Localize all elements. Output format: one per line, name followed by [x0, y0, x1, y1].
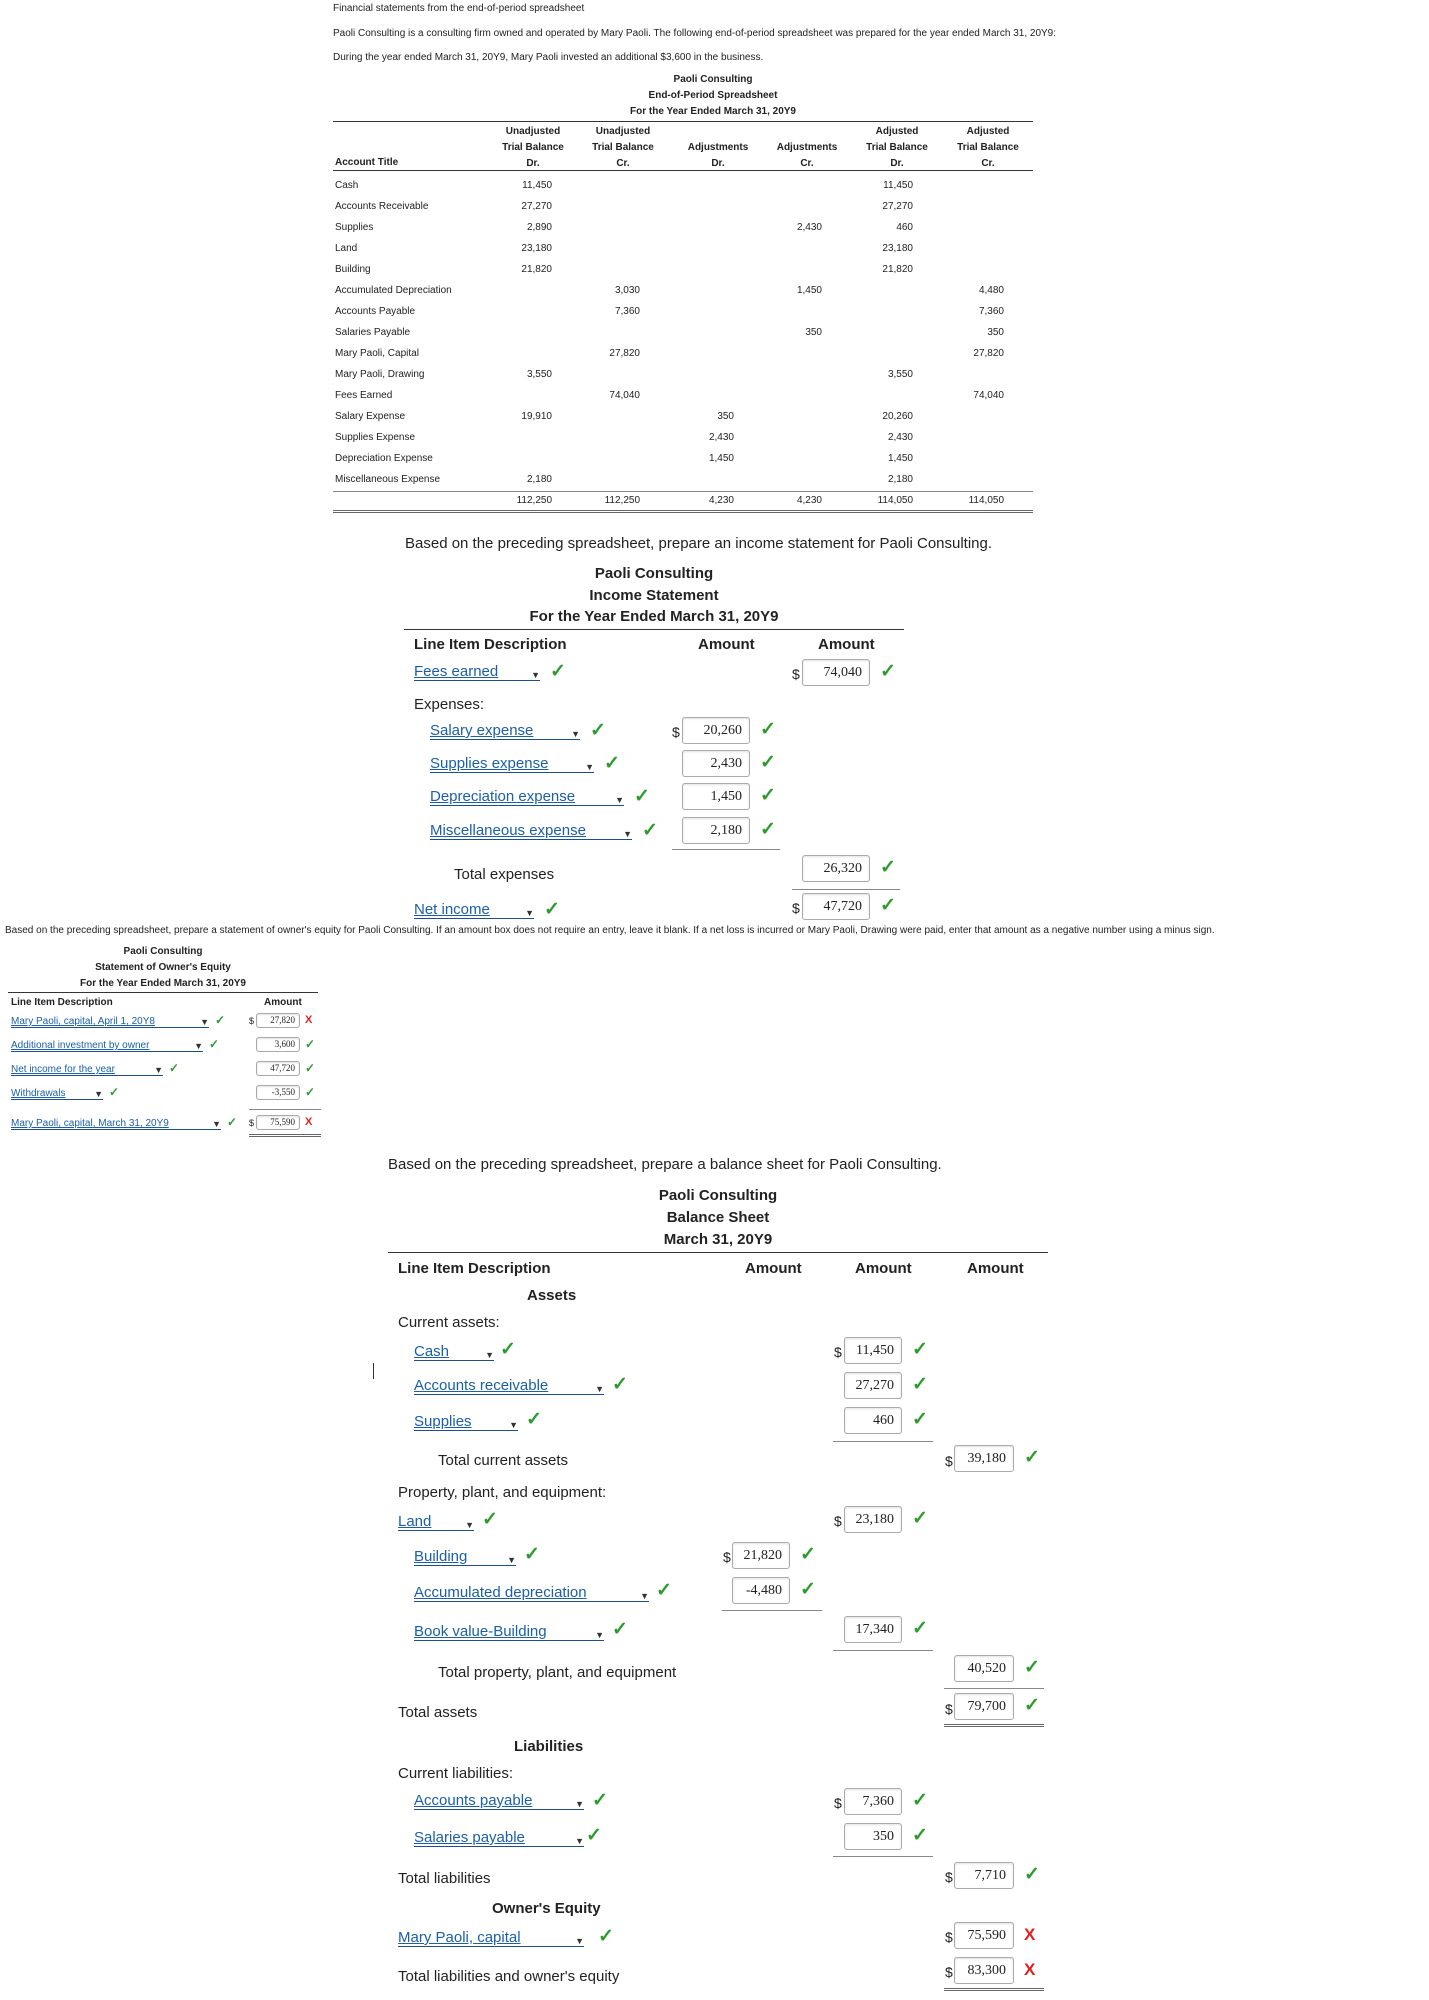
net-income-dropdown[interactable] [414, 900, 534, 919]
check-icon: ✓ [305, 1037, 316, 1051]
supplies-input[interactable]: 460 [844, 1407, 902, 1434]
spreadsheet-account-title: Supplies Expense [335, 432, 416, 443]
spreadsheet-cell: 74,040 [609, 390, 640, 401]
building-dropdown[interactable] [414, 1547, 516, 1566]
mary-paoli-capital-input[interactable]: 75,590 [954, 1922, 1014, 1949]
dollar-sign: $ [723, 1549, 731, 1565]
dollar-sign: $ [249, 1118, 255, 1128]
check-icon: ✓ [912, 1508, 928, 1529]
spreadsheet-cell: 2,180 [526, 474, 552, 485]
spreadsheet-cell: 74,040 [973, 390, 1004, 401]
spreadsheet-header-atb-cr-line: Trial Balance [957, 142, 1019, 153]
equity-instruction: Based on the preceding spreadsheet, prepare a statement of owner's equity for Paoli Consulting. If an amount box does not require an entry, leave it blank. If a net loss is incurred or Mary Paoli, Drawing were paid, enter that amount as a negative number using a minus sign. [5, 925, 1215, 936]
spreadsheet-header-adj-cr-line: Cr. [800, 158, 814, 169]
cross-icon: X [305, 1014, 313, 1026]
chevron-down-icon: ▼ [154, 1065, 163, 1075]
spreadsheet-account-title: Supplies [335, 222, 374, 233]
equity-line-input[interactable]: 3,600 [256, 1037, 300, 1052]
equity-title-name: Statement of Owner's Equity [95, 962, 231, 973]
check-icon: ✓ [656, 1580, 672, 1601]
spreadsheet-account-title: Depreciation Expense [335, 453, 433, 464]
dollar-sign: $ [834, 1513, 842, 1529]
equity-line-label: Net income for the year [11, 1064, 115, 1075]
salaries-payable-input[interactable]: 350 [844, 1823, 902, 1850]
spreadsheet-account-title: Accounts Receivable [335, 201, 429, 212]
equity-line-input[interactable]: -3,550 [256, 1085, 300, 1100]
dollar-sign: $ [672, 724, 680, 740]
total-expenses-label: Total expenses [454, 866, 555, 883]
accounts-payable-dropdown[interactable] [414, 1791, 584, 1810]
balance-col-description: Line Item Description [398, 1260, 551, 1277]
expense-dropdown[interactable] [430, 721, 580, 740]
check-icon: ✓ [912, 1618, 928, 1639]
check-icon: ✓ [1024, 1864, 1040, 1885]
check-icon: ✓ [544, 899, 560, 920]
spreadsheet-cell: 2,180 [887, 474, 913, 485]
chevron-down-icon: ▼ [585, 762, 594, 772]
equity-col-amount: Amount [264, 997, 302, 1008]
balance-col-amount-1: Amount [745, 1260, 802, 1277]
equity-line-dropdown[interactable] [11, 1063, 163, 1076]
liabilities-sum-rule [833, 1856, 933, 1857]
expense-dropdown[interactable] [430, 787, 624, 806]
check-icon: ✓ [550, 661, 566, 682]
accounts-receivable-label: Accounts receivable [414, 1377, 549, 1394]
spreadsheet-cell: 21,820 [521, 264, 552, 275]
dollar-sign: $ [945, 1964, 953, 1980]
spreadsheet-account-title: Salary Expense [335, 411, 406, 422]
spreadsheet-cell: 11,450 [522, 180, 552, 191]
cash-input[interactable]: 11,450 [844, 1337, 902, 1364]
equity-line-dropdown[interactable] [11, 1015, 209, 1028]
check-icon: ✓ [612, 1374, 628, 1395]
spreadsheet-header-atb-dr-line: Adjusted [875, 126, 919, 137]
balance-title-company: Paoli Consulting [658, 1187, 778, 1204]
spreadsheet-cell: 460 [896, 222, 913, 233]
check-icon: ✓ [880, 661, 896, 682]
book-value-building-input[interactable]: 17,340 [844, 1616, 902, 1643]
equity-ending-dropdown[interactable] [11, 1117, 221, 1130]
expenses-sum-rule [672, 849, 780, 850]
salaries-payable-dropdown[interactable] [414, 1828, 584, 1847]
equity-line-dropdown[interactable] [11, 1039, 203, 1052]
land-label: Land [398, 1513, 432, 1530]
equity-ending-input[interactable]: 75,590 [256, 1115, 300, 1130]
check-icon: ✓ [912, 1409, 928, 1430]
expense-label: Miscellaneous expense [430, 822, 586, 839]
spreadsheet-cell: 20,260 [882, 411, 913, 422]
check-icon: ✓ [109, 1085, 120, 1099]
expense-dropdown[interactable] [430, 821, 632, 840]
accumulated-depreciation-input[interactable]: -4,480 [732, 1577, 790, 1604]
spreadsheet-account-title: Mary Paoli, Capital [335, 348, 419, 359]
total-assets-input[interactable]: 79,700 [954, 1693, 1014, 1720]
spreadsheet-account-title: Salaries Payable [335, 327, 411, 338]
spreadsheet-header-utb-dr-line: Dr. [526, 158, 540, 169]
income-col-amount-2: Amount [818, 636, 875, 653]
expense-input[interactable]: 2,180 [682, 817, 750, 844]
expense-label: Supplies expense [430, 755, 549, 772]
check-icon: ✓ [800, 1544, 816, 1565]
check-icon: ✓ [209, 1037, 220, 1051]
spreadsheet-cell: 27,270 [521, 201, 552, 212]
spreadsheet-header-utb-dr-line: Trial Balance [502, 142, 564, 153]
ppe-sum-rule [833, 1650, 933, 1651]
equity-title-period: For the Year Ended March 31, 20Y9 [80, 978, 246, 989]
dollar-sign: $ [945, 1701, 953, 1717]
chevron-down-icon: ▼ [465, 1520, 474, 1530]
spreadsheet-cell: 2,430 [708, 432, 734, 443]
spreadsheet-top-rule [333, 121, 1033, 122]
land-input[interactable]: 23,180 [844, 1506, 902, 1533]
total-liabilities-label: Total liabilities [398, 1870, 491, 1887]
spreadsheet-cell: 21,820 [882, 264, 913, 275]
check-icon: ✓ [912, 1825, 928, 1846]
spreadsheet-cell: 2,430 [887, 432, 913, 443]
dollar-sign: $ [792, 666, 800, 682]
spreadsheet-header-utb-cr-line: Unadjusted [595, 126, 651, 137]
book-value-building-label: Book value-Building [414, 1623, 547, 1640]
cash-dropdown[interactable] [414, 1342, 494, 1361]
income-instruction: Based on the preceding spreadsheet, prepare an income statement for Paoli Consulting. [405, 535, 993, 552]
check-icon: ✓ [1024, 1695, 1040, 1716]
spreadsheet-cell: 19,910 [521, 411, 552, 422]
spreadsheet-cell: 3,550 [887, 369, 913, 380]
accounts-receivable-dropdown[interactable] [414, 1376, 604, 1395]
cross-icon: X [1024, 1960, 1036, 1979]
check-icon: ✓ [760, 719, 776, 740]
income-col-amount-1: Amount [698, 636, 755, 653]
total-assets-label: Total assets [398, 1704, 478, 1721]
spreadsheet-total-cell: 112,250 [604, 495, 640, 506]
spreadsheet-account-title: Miscellaneous Expense [335, 474, 441, 485]
check-icon: ✓ [592, 1790, 608, 1811]
expenses-label: Expenses: [414, 696, 485, 713]
balance-title-name: Balance Sheet [666, 1209, 770, 1226]
spreadsheet-header-adj-cr-line: Adjustments [776, 142, 838, 153]
building-input[interactable]: 21,820 [732, 1542, 790, 1569]
income-title-name: Income Statement [589, 587, 719, 604]
check-icon: ✓ [598, 1926, 614, 1947]
check-icon: ✓ [590, 720, 606, 741]
building-label: Building [414, 1548, 468, 1565]
check-icon: ✓ [912, 1790, 928, 1811]
check-icon: ✓ [760, 785, 776, 806]
equity-title-rule [8, 992, 318, 993]
total-current-assets-label: Total current assets [438, 1452, 569, 1469]
dollar-sign: $ [834, 1344, 842, 1360]
chevron-down-icon: ▼ [595, 1630, 604, 1640]
balance-title-date: March 31, 20Y9 [663, 1231, 773, 1248]
check-icon: ✓ [880, 857, 896, 878]
expense-label: Depreciation expense [430, 788, 576, 805]
liabilities-heading: Liabilities [514, 1738, 584, 1755]
balance-title-rule [388, 1252, 1048, 1253]
chevron-down-icon: ▼ [200, 1017, 209, 1027]
total-ppe-input[interactable]: 40,520 [954, 1655, 1014, 1682]
spreadsheet-cell: 23,180 [882, 243, 913, 254]
spreadsheet-account-title: Accumulated Depreciation [335, 285, 452, 296]
chevron-down-icon: ▼ [623, 829, 632, 839]
spreadsheet-header-atb-dr-line: Dr. [890, 158, 904, 169]
check-icon: ✓ [482, 1509, 498, 1530]
spreadsheet-cell: 23,180 [521, 243, 552, 254]
spreadsheet-total-cell: 114,050 [877, 495, 913, 506]
spreadsheet-account-title: Mary Paoli, Drawing [335, 369, 425, 380]
chevron-down-icon: ▼ [525, 908, 534, 918]
balance-col-amount-3: Amount [967, 1260, 1024, 1277]
current-liabilities-label: Current liabilities: [398, 1765, 514, 1782]
check-icon: ✓ [586, 1825, 602, 1846]
total-le-label: Total liabilities and owner's equity [398, 1968, 620, 1985]
spreadsheet-cell: 7,360 [614, 306, 640, 317]
chevron-down-icon: ▼ [575, 1936, 584, 1946]
expense-input[interactable]: 1,450 [682, 783, 750, 810]
equity-line-input[interactable]: 27,820 [256, 1013, 300, 1028]
spreadsheet-cell: 350 [805, 327, 822, 338]
equity-line-label: Additional investment by owner [11, 1040, 150, 1051]
income-title-period: For the Year Ended March 31, 20Y9 [529, 608, 779, 625]
supplies-label: Supplies [414, 1413, 472, 1430]
spreadsheet-cell: 350 [717, 411, 734, 422]
accounts-payable-label: Accounts payable [414, 1792, 533, 1809]
dollar-sign: $ [249, 1016, 255, 1026]
spreadsheet-header-utb-dr-line: Unadjusted [505, 126, 561, 137]
expense-input[interactable]: 20,260 [682, 717, 750, 744]
equity-ending-label: Mary Paoli, capital, March 31, 20Y9 [11, 1118, 169, 1129]
income-col-description: Line Item Description [414, 636, 567, 653]
chevron-down-icon: ▼ [94, 1089, 103, 1099]
expense-label: Salary expense [430, 722, 534, 739]
equity-line-label: Withdrawals [11, 1088, 66, 1099]
spreadsheet-cell: 1,450 [796, 285, 822, 296]
equity-sum-rule [249, 1109, 321, 1110]
accumulated-depreciation-label: Accumulated depreciation [414, 1584, 587, 1601]
spreadsheet-account-title: Accounts Payable [335, 306, 416, 317]
owners-equity-heading: Owner's Equity [492, 1900, 601, 1917]
total-ppe-label: Total property, plant, and equipment [438, 1664, 677, 1681]
current-assets-sum-rule [833, 1441, 933, 1442]
check-icon: ✓ [760, 819, 776, 840]
spreadsheet-cell: 3,550 [526, 369, 552, 380]
net-income-label: Net income [414, 901, 490, 918]
check-icon: ✓ [305, 1061, 316, 1075]
accounts-payable-input[interactable]: 7,360 [844, 1788, 902, 1815]
text-cursor [373, 1363, 374, 1379]
chevron-down-icon: ▼ [509, 1420, 518, 1430]
intro-investment-note: During the year ended March 31, 20Y9, Mary Paoli invested an additional $3,600 in the business. [333, 52, 764, 63]
spreadsheet-header-atb-cr-line: Cr. [981, 158, 995, 169]
chevron-down-icon: ▼ [485, 1350, 494, 1360]
spreadsheet-title-name: End-of-Period Spreadsheet [648, 90, 778, 101]
spreadsheet-title-period: For the Year Ended March 31, 20Y9 [630, 106, 796, 117]
check-icon: ✓ [526, 1409, 542, 1430]
chevron-down-icon: ▼ [575, 1799, 584, 1809]
dollar-sign: $ [792, 900, 800, 916]
chevron-down-icon: ▼ [640, 1591, 649, 1601]
spreadsheet-header-adj-dr-line: Dr. [711, 158, 725, 169]
spreadsheet-total-cell: 114,050 [968, 495, 1004, 506]
dollar-sign: $ [834, 1795, 842, 1811]
spreadsheet-title-company: Paoli Consulting [673, 74, 753, 85]
spreadsheet-cell: 7,360 [978, 306, 1004, 317]
check-icon: ✓ [642, 820, 658, 841]
expense-input[interactable]: 2,430 [682, 750, 750, 777]
spreadsheet-cell: 2,890 [526, 222, 552, 233]
spreadsheet-cell: 1,450 [887, 453, 913, 464]
spreadsheet-header-adj-dr-line: Adjustments [687, 142, 749, 153]
dollar-sign: $ [945, 1869, 953, 1885]
spreadsheet-account-title: Land [335, 243, 358, 254]
equity-col-description: Line Item Description [11, 997, 113, 1008]
spreadsheet-cell: 4,480 [978, 285, 1004, 296]
balance-col-amount-2: Amount [855, 1260, 912, 1277]
chevron-down-icon: ▼ [615, 795, 624, 805]
total-expenses-input[interactable]: 26,320 [802, 855, 870, 882]
total-le-double-rule [944, 1988, 1044, 1991]
spreadsheet-cell: 27,820 [973, 348, 1004, 359]
accounts-receivable-input[interactable]: 27,270 [844, 1372, 902, 1399]
land-dropdown[interactable] [398, 1512, 474, 1531]
spreadsheet-cell: 3,030 [614, 285, 640, 296]
building-sum-rule [722, 1610, 822, 1611]
mary-paoli-capital-dropdown[interactable] [398, 1928, 584, 1947]
fees-earned-label: Fees earned [414, 663, 499, 680]
intro-description: Paoli Consulting is a consulting firm owned and operated by Mary Paoli. The following end-of-period spreadsheet was prepared for the year ended March 31, 20Y9: [333, 28, 1057, 39]
spreadsheet-cell: 2,430 [796, 222, 822, 233]
balance-instruction: Based on the preceding spreadsheet, prepare a balance sheet for Paoli Consulting. [388, 1156, 942, 1173]
check-icon: ✓ [500, 1339, 516, 1360]
check-icon: ✓ [634, 786, 650, 807]
check-icon: ✓ [880, 895, 896, 916]
spreadsheet-total-cell: 4,230 [796, 495, 822, 506]
spreadsheet-cell: 27,820 [609, 348, 640, 359]
equity-title-company: Paoli Consulting [123, 946, 203, 957]
spreadsheet-header-account: Account Title [335, 157, 399, 168]
check-icon: ✓ [305, 1085, 316, 1099]
check-icon: ✓ [524, 1544, 540, 1565]
supplies-dropdown[interactable] [414, 1412, 518, 1431]
current-assets-label: Current assets: [398, 1314, 500, 1331]
chevron-down-icon: ▼ [194, 1041, 203, 1051]
equity-double-rule [249, 1134, 321, 1137]
expense-dropdown[interactable] [430, 754, 594, 773]
spreadsheet-account-title: Fees Earned [335, 390, 393, 401]
spreadsheet-total-cell: 4,230 [708, 495, 734, 506]
spreadsheet-header-atb-cr-line: Adjusted [966, 126, 1010, 137]
total-assets-double-rule [944, 1724, 1044, 1727]
chevron-down-icon: ▼ [571, 729, 580, 739]
spreadsheet-total-rule [333, 491, 1033, 492]
chevron-down-icon: ▼ [507, 1555, 516, 1565]
spreadsheet-cell: 350 [987, 327, 1004, 338]
check-icon: ✓ [912, 1339, 928, 1360]
income-title-rule [404, 629, 904, 630]
equity-line-input[interactable]: 47,720 [256, 1061, 300, 1076]
ppe-label: Property, plant, and equipment: [398, 1484, 607, 1501]
accumulated-depreciation-dropdown[interactable] [414, 1583, 649, 1602]
book-value-building-dropdown[interactable] [414, 1622, 604, 1641]
dollar-sign: $ [945, 1453, 953, 1469]
check-icon: ✓ [760, 752, 776, 773]
spreadsheet-header-atb-dr-line: Trial Balance [866, 142, 928, 153]
total-expenses-rule [792, 889, 900, 890]
dollar-sign: $ [945, 1929, 953, 1945]
fees-earned-dropdown[interactable] [414, 662, 540, 681]
chevron-down-icon: ▼ [595, 1384, 604, 1394]
spreadsheet-header-rule [333, 170, 1033, 171]
fees-earned-input[interactable]: 74,040 [802, 659, 870, 686]
spreadsheet-total-cell: 112,250 [516, 495, 552, 506]
total-le-input[interactable]: 83,300 [954, 1957, 1014, 1984]
spreadsheet-cell: 11,450 [883, 180, 913, 191]
spreadsheet-header-utb-cr-line: Cr. [616, 158, 630, 169]
check-icon: ✓ [1024, 1447, 1040, 1468]
spreadsheet-cell: 1,450 [708, 453, 734, 464]
check-icon: ✓ [1024, 1657, 1040, 1678]
mary-paoli-capital-label: Mary Paoli, capital [398, 1929, 521, 1946]
equity-line-label: Mary Paoli, capital, April 1, 20Y8 [11, 1016, 155, 1027]
total-liabilities-input[interactable]: 7,710 [954, 1862, 1014, 1889]
check-icon: ✓ [604, 753, 620, 774]
spreadsheet-account-title: Building [335, 264, 371, 275]
check-icon: ✓ [169, 1061, 180, 1075]
assets-heading: Assets [527, 1287, 577, 1304]
spreadsheet-header-utb-cr-line: Trial Balance [592, 142, 654, 153]
intro-heading: Financial statements from the end-of-period spreadsheet [333, 3, 585, 14]
check-icon: ✓ [612, 1619, 628, 1640]
net-income-input[interactable]: 47,720 [802, 893, 870, 920]
assets-sum-rule [944, 1688, 1044, 1689]
total-current-assets-input[interactable]: 39,180 [954, 1445, 1014, 1472]
cross-icon: X [305, 1116, 313, 1128]
salaries-payable-label: Salaries payable [414, 1829, 525, 1846]
check-icon: ✓ [227, 1115, 238, 1129]
spreadsheet-account-title: Cash [335, 180, 359, 191]
spreadsheet-cell: 27,270 [882, 201, 913, 212]
check-icon: ✓ [800, 1579, 816, 1600]
income-title-company: Paoli Consulting [594, 565, 714, 582]
spreadsheet-double-rule [333, 510, 1033, 513]
chevron-down-icon: ▼ [212, 1119, 221, 1129]
chevron-down-icon: ▼ [531, 670, 540, 680]
chevron-down-icon: ▼ [575, 1836, 584, 1846]
check-icon: ✓ [912, 1374, 928, 1395]
cross-icon: X [1024, 1925, 1036, 1944]
check-icon: ✓ [215, 1013, 226, 1027]
cash-label: Cash [414, 1343, 450, 1360]
equity-line-dropdown[interactable] [11, 1087, 103, 1100]
